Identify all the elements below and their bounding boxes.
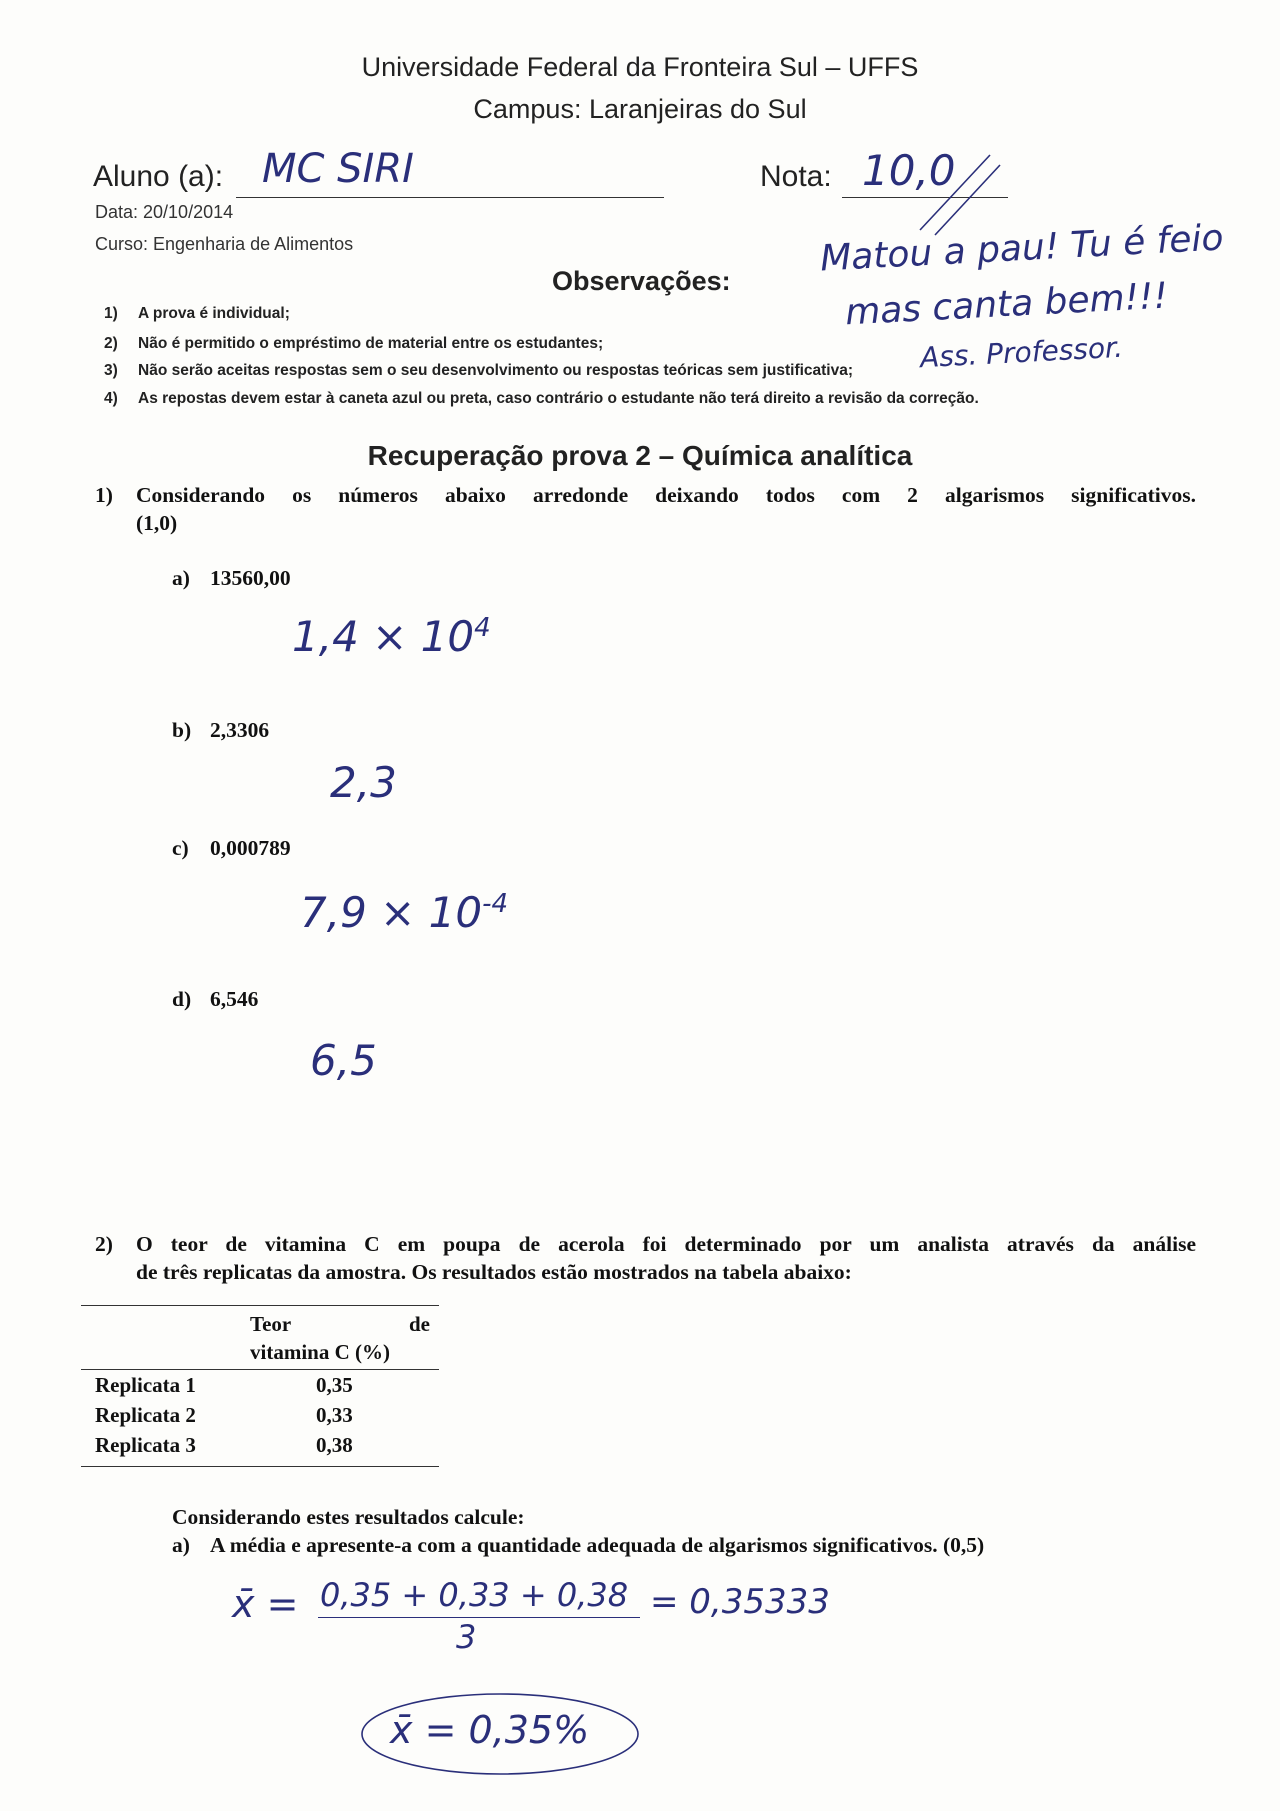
observation-item-4 — [104, 390, 979, 408]
q1-item-a-value: 13560,00 — [210, 566, 291, 590]
teacher-note-line2: mas canta bem!!! — [844, 275, 1169, 334]
university-name: Universidade Federal da Fronteira Sul – UFFS — [361, 52, 919, 82]
course-name: Curso: Engenharia de Alimentos — [95, 234, 354, 254]
table-row-label: Replicata 2 — [95, 1403, 196, 1427]
question2a-label: a) — [172, 1533, 190, 1557]
q1-item-a-answer — [292, 612, 491, 661]
question1-text: Considerando os números abaixo arredonde deixando todos com 2 algarismos significativos. — [136, 483, 1196, 507]
mean-final-answer: x̄ = 0,35% — [390, 1708, 590, 1752]
q1-item-c-answer — [300, 888, 508, 937]
table-header-word: Teor — [250, 1312, 292, 1336]
exam-date: Data: 20/10/2014 — [95, 202, 234, 222]
fraction-bar — [318, 1617, 640, 1618]
observation-text: Não serão aceitas respostas sem o seu desenvolvimento ou respostas teóricas sem justificativa; — [138, 362, 854, 379]
q1-item-b-label: b) — [172, 718, 192, 742]
student-name-line — [236, 197, 664, 198]
q1-item-b-answer: 2,3 — [330, 758, 397, 807]
observation-item-1 — [104, 305, 290, 323]
observation-number: 3) — [104, 362, 118, 379]
q1-item-d-value: 6,546 — [210, 987, 259, 1011]
table-row-value: 0,35 — [316, 1373, 353, 1397]
observation-number: 4) — [104, 390, 118, 407]
observation-item-3 — [104, 362, 853, 380]
question2a-text: A média e apresente-a com a quantidade adequada de algarismos significativos. (0,5) — [210, 1533, 985, 1557]
grade-slash-marks — [900, 150, 1010, 240]
question2-text-line1: O teor de vitamina C em poupa de acerola foi determinado por um analista através da análise — [136, 1232, 1196, 1256]
table-row-label: Replicata 1 — [95, 1373, 196, 1397]
observations-title: Observações: — [552, 266, 731, 296]
q1-item-d-label: d) — [172, 987, 192, 1011]
question1-points: (1,0) — [136, 511, 178, 535]
mean-numerator: 0,35 + 0,33 + 0,38 — [320, 1576, 629, 1614]
table-row-value: 0,38 — [316, 1433, 353, 1457]
question2-text-line2: de três replicatas da amostra. Os resultados estão mostrados na tabela abaixo: — [136, 1260, 852, 1284]
observation-text: A prova é individual; — [138, 305, 290, 322]
answer-base: 7,9 × 10 — [300, 888, 483, 937]
teacher-note-line1: Matou a pau! Tu é feio — [819, 217, 1225, 280]
table-header-line2: vitamina C (%) — [250, 1340, 390, 1364]
table-top-rule — [81, 1305, 439, 1306]
table-row-value: 0,33 — [316, 1403, 353, 1427]
campus-name: Campus: Laranjeiras do Sul — [473, 94, 807, 124]
observation-number: 1) — [104, 305, 118, 322]
mean-denominator: 3 — [456, 1618, 477, 1656]
grade-value: 10,0 — [862, 146, 956, 195]
question1-number: 1) — [95, 483, 113, 507]
table-header-line1 — [250, 1312, 430, 1337]
q1-item-c-value: 0,000789 — [210, 836, 291, 860]
table-bottom-rule — [81, 1466, 439, 1467]
answer-base: 1,4 × 10 — [292, 612, 475, 661]
answer-exponent: 4 — [474, 613, 491, 643]
student-name: MC SIRI — [262, 146, 414, 192]
mean-lhs: x̄ = — [232, 1582, 299, 1626]
answer-exponent: -4 — [482, 889, 509, 919]
q1-item-d-answer: 6,5 — [310, 1036, 377, 1085]
table-header-word: de — [409, 1312, 430, 1336]
exam-title: Recuperação prova 2 – Química analítica — [367, 440, 913, 471]
question2-number: 2) — [95, 1232, 113, 1256]
table-row-label: Replicata 3 — [95, 1433, 196, 1457]
observation-number: 2) — [104, 335, 118, 352]
mean-result: = 0,35333 — [650, 1582, 830, 1622]
question2-consider: Considerando estes resultados calcule: — [172, 1505, 525, 1529]
observation-item-2 — [104, 335, 603, 353]
student-label: Aluno (a): — [93, 160, 224, 193]
observation-text: Não é permitido o empréstimo de material entre os estudantes; — [138, 335, 604, 352]
grade-label: Nota: — [760, 160, 832, 193]
q1-item-c-label: c) — [172, 836, 189, 860]
table-header-rule — [81, 1369, 439, 1370]
teacher-note-signature: Ass. Professor. — [919, 330, 1124, 375]
q1-item-a-label: a) — [172, 566, 190, 590]
observation-text: As repostas devem estar à caneta azul ou preta, caso contrário o estudante não terá direito a revisão da correção. — [138, 390, 979, 407]
q1-item-b-value: 2,3306 — [210, 718, 270, 742]
